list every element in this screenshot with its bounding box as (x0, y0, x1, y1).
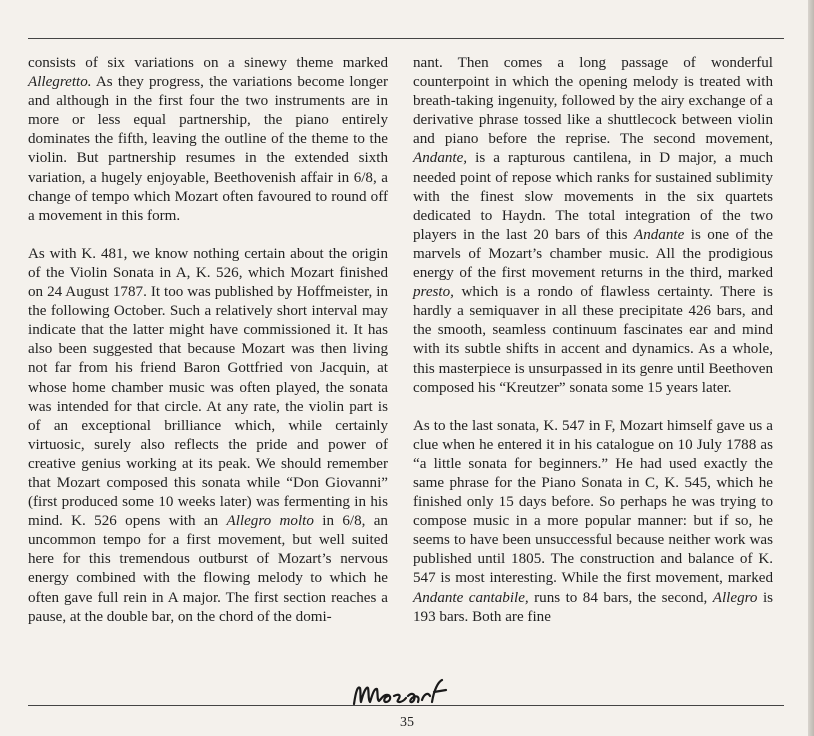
italic-text: Andante, (413, 150, 468, 167)
text-run: runs to 84 bars, the second, (528, 589, 713, 606)
paragraph (28, 245, 388, 627)
page-number: 35 (400, 715, 414, 730)
text-run: consists of six variations on a sinewy theme marked (28, 55, 388, 71)
italic-text: Allegretto. (28, 74, 92, 91)
paragraph (28, 54, 388, 226)
text-run: nant. Then comes a long passage of wonderful counterpoint in which the opening melody is treated with breath-taking ingenuity, followed by the airy exchange of a derivative phrase tossed like a shuttlecock between violin and piano before the reprise. The second movement, (413, 55, 773, 148)
top-rule (28, 38, 784, 39)
italic-text: presto, (413, 284, 454, 301)
text-run: is a rapturous cantilena, in D major, a much needed point of repose which ranks for sustained sublimity with the finest slow movements in the six quartets dedicated to Haydn. The total integration of the two players in the last 20 bars of this (413, 150, 773, 243)
italic-text: Allegro (712, 589, 758, 606)
text-run: which is a rondo of flawless certainty. There is hardly a semiquaver in all these precipitate 426 bars, and the smooth, seamless continuum fascinates ear and mind with its subtle shifts in accent and dynamics. As a whole, this masterpiece is unsurpassed in its genre until Beethoven composed his “Kreutzer” sonata some 15 years later. (413, 284, 773, 396)
italic-text: Andante cantabile, (413, 589, 529, 606)
text-run: is one of the marvels of Mozart’s chamber music. All the prodigious energy of the first movement returns in the third, marked (413, 226, 773, 282)
text-run: is 193 bars. Both are fine (413, 589, 774, 625)
italic-text: Andante (633, 226, 685, 243)
text-run: As they progress, the variations become longer and although in the first four the two instruments are in more or less equal partnership, the piano entirely dominates the fifth, leaving the outline of the theme to the violin. But partnership resumes in the extended sixth variation, a hugely enjoyable, Beethovenish affair in 6/8, a change of tempo which Mozart often favoured to round off a movement in this form. (28, 74, 388, 224)
right-column (413, 54, 773, 627)
text-run: in 6/8, an uncommon tempo for a first movement, but well suited here for this tremendous outburst of Mozart’s nervous energy combined with the flowing melody to which he often gave full rein in A major. The first section reaches a pause, at the double bar, on the chord of the domi- (28, 513, 388, 625)
bottom-rule (28, 705, 784, 706)
paragraph (413, 417, 773, 627)
mozart-signature (346, 676, 466, 712)
left-column (28, 54, 388, 627)
italic-text: Allegro molto (226, 513, 314, 530)
paragraph (413, 54, 773, 398)
text-run: As with K. 481, we know nothing certain about the origin of the Violin Sonata in A, K. 526, which Mozart finished on 24 August 1787. It too was published by Hoffmeister, in the following October. Such a relatively short interval may indicate that the latter might have commissioned it. It has also been suggested that because Mozart was then living not far from his friend Baron Gottfried von Jacquin, at whose home chamber music was often played, the sonata was intended for that circle. At any rate, the violin part is of an exceptional brilliance which, while certainly virtuosic, surely also reflects the pride and power of creative genius working at its peak. We should remember that Mozart composed this sonata while “Don Giovanni” (first produced some 10 weeks later) was fermenting in his mind. K. 526 opens with an (28, 245, 388, 530)
text-run: As to the last sonata, K. 547 in F, Mozart himself gave us a clue when he entered it in his catalogue on 10 July 1788 as “a little sonata for beginners.” He had used exactly the same phrase for the Piano Sonata in C, K. 545, which he finished only 15 days before. So perhaps he was trying to compose music in a more popular manner: but if so, he seems to have been unsuccessful because neither work was published until 1805. The construction and balance of K. 547 is most interesting. While the first movement, marked (413, 417, 773, 587)
page-edge-shadow (808, 0, 814, 736)
